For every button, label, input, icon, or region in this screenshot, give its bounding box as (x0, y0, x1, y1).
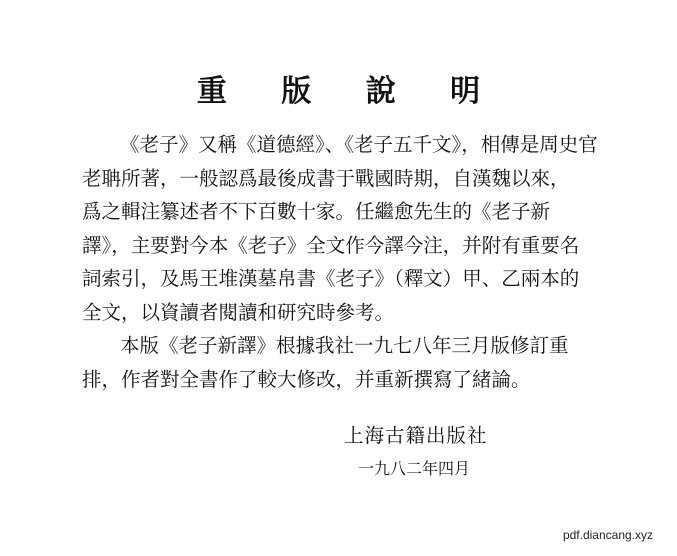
paragraph-1-line: 譯》，主要對今本《老子》全文作今譯今注，并附有重要名 (82, 233, 580, 257)
signature-block (344, 420, 488, 479)
paragraph-1-line: 全文，以資讀者閱讀和研究時參考。 (82, 300, 395, 324)
page-title: 重 版 說 明 (196, 74, 503, 109)
publisher-name: 上海古籍出版社 (344, 424, 488, 447)
paragraph-1-line: 老聃所著，一般認爲最後成書于戰國時期，自漢魏以來， (82, 166, 570, 190)
paragraph-1-line: 詞索引，及馬王堆漢墓帛書《老子》（釋文）甲、乙兩本的 (82, 267, 580, 290)
paragraph-2-line: 本版《老子新譯》根據我社一九七八年三月版修訂重 (120, 334, 569, 357)
paragraph-1 (82, 128, 598, 329)
paragraph-2 (82, 329, 592, 396)
paragraph-1-line: 《老子》又稱《道德經》、《老子五千文》，相傳是周史官 (120, 133, 598, 156)
document-body (82, 128, 598, 396)
publication-date: 一九八二年四月 (358, 459, 471, 478)
paragraph-2-line: 排，作者對全書作了較大修改，并重新撰寫了緒論。 (82, 367, 531, 391)
watermark-text: pdf.diancang.xyz (562, 528, 653, 542)
paragraph-1-line: 爲之輯注纂述者不下百數十家。任繼愈先生的《老子新 (82, 200, 551, 223)
